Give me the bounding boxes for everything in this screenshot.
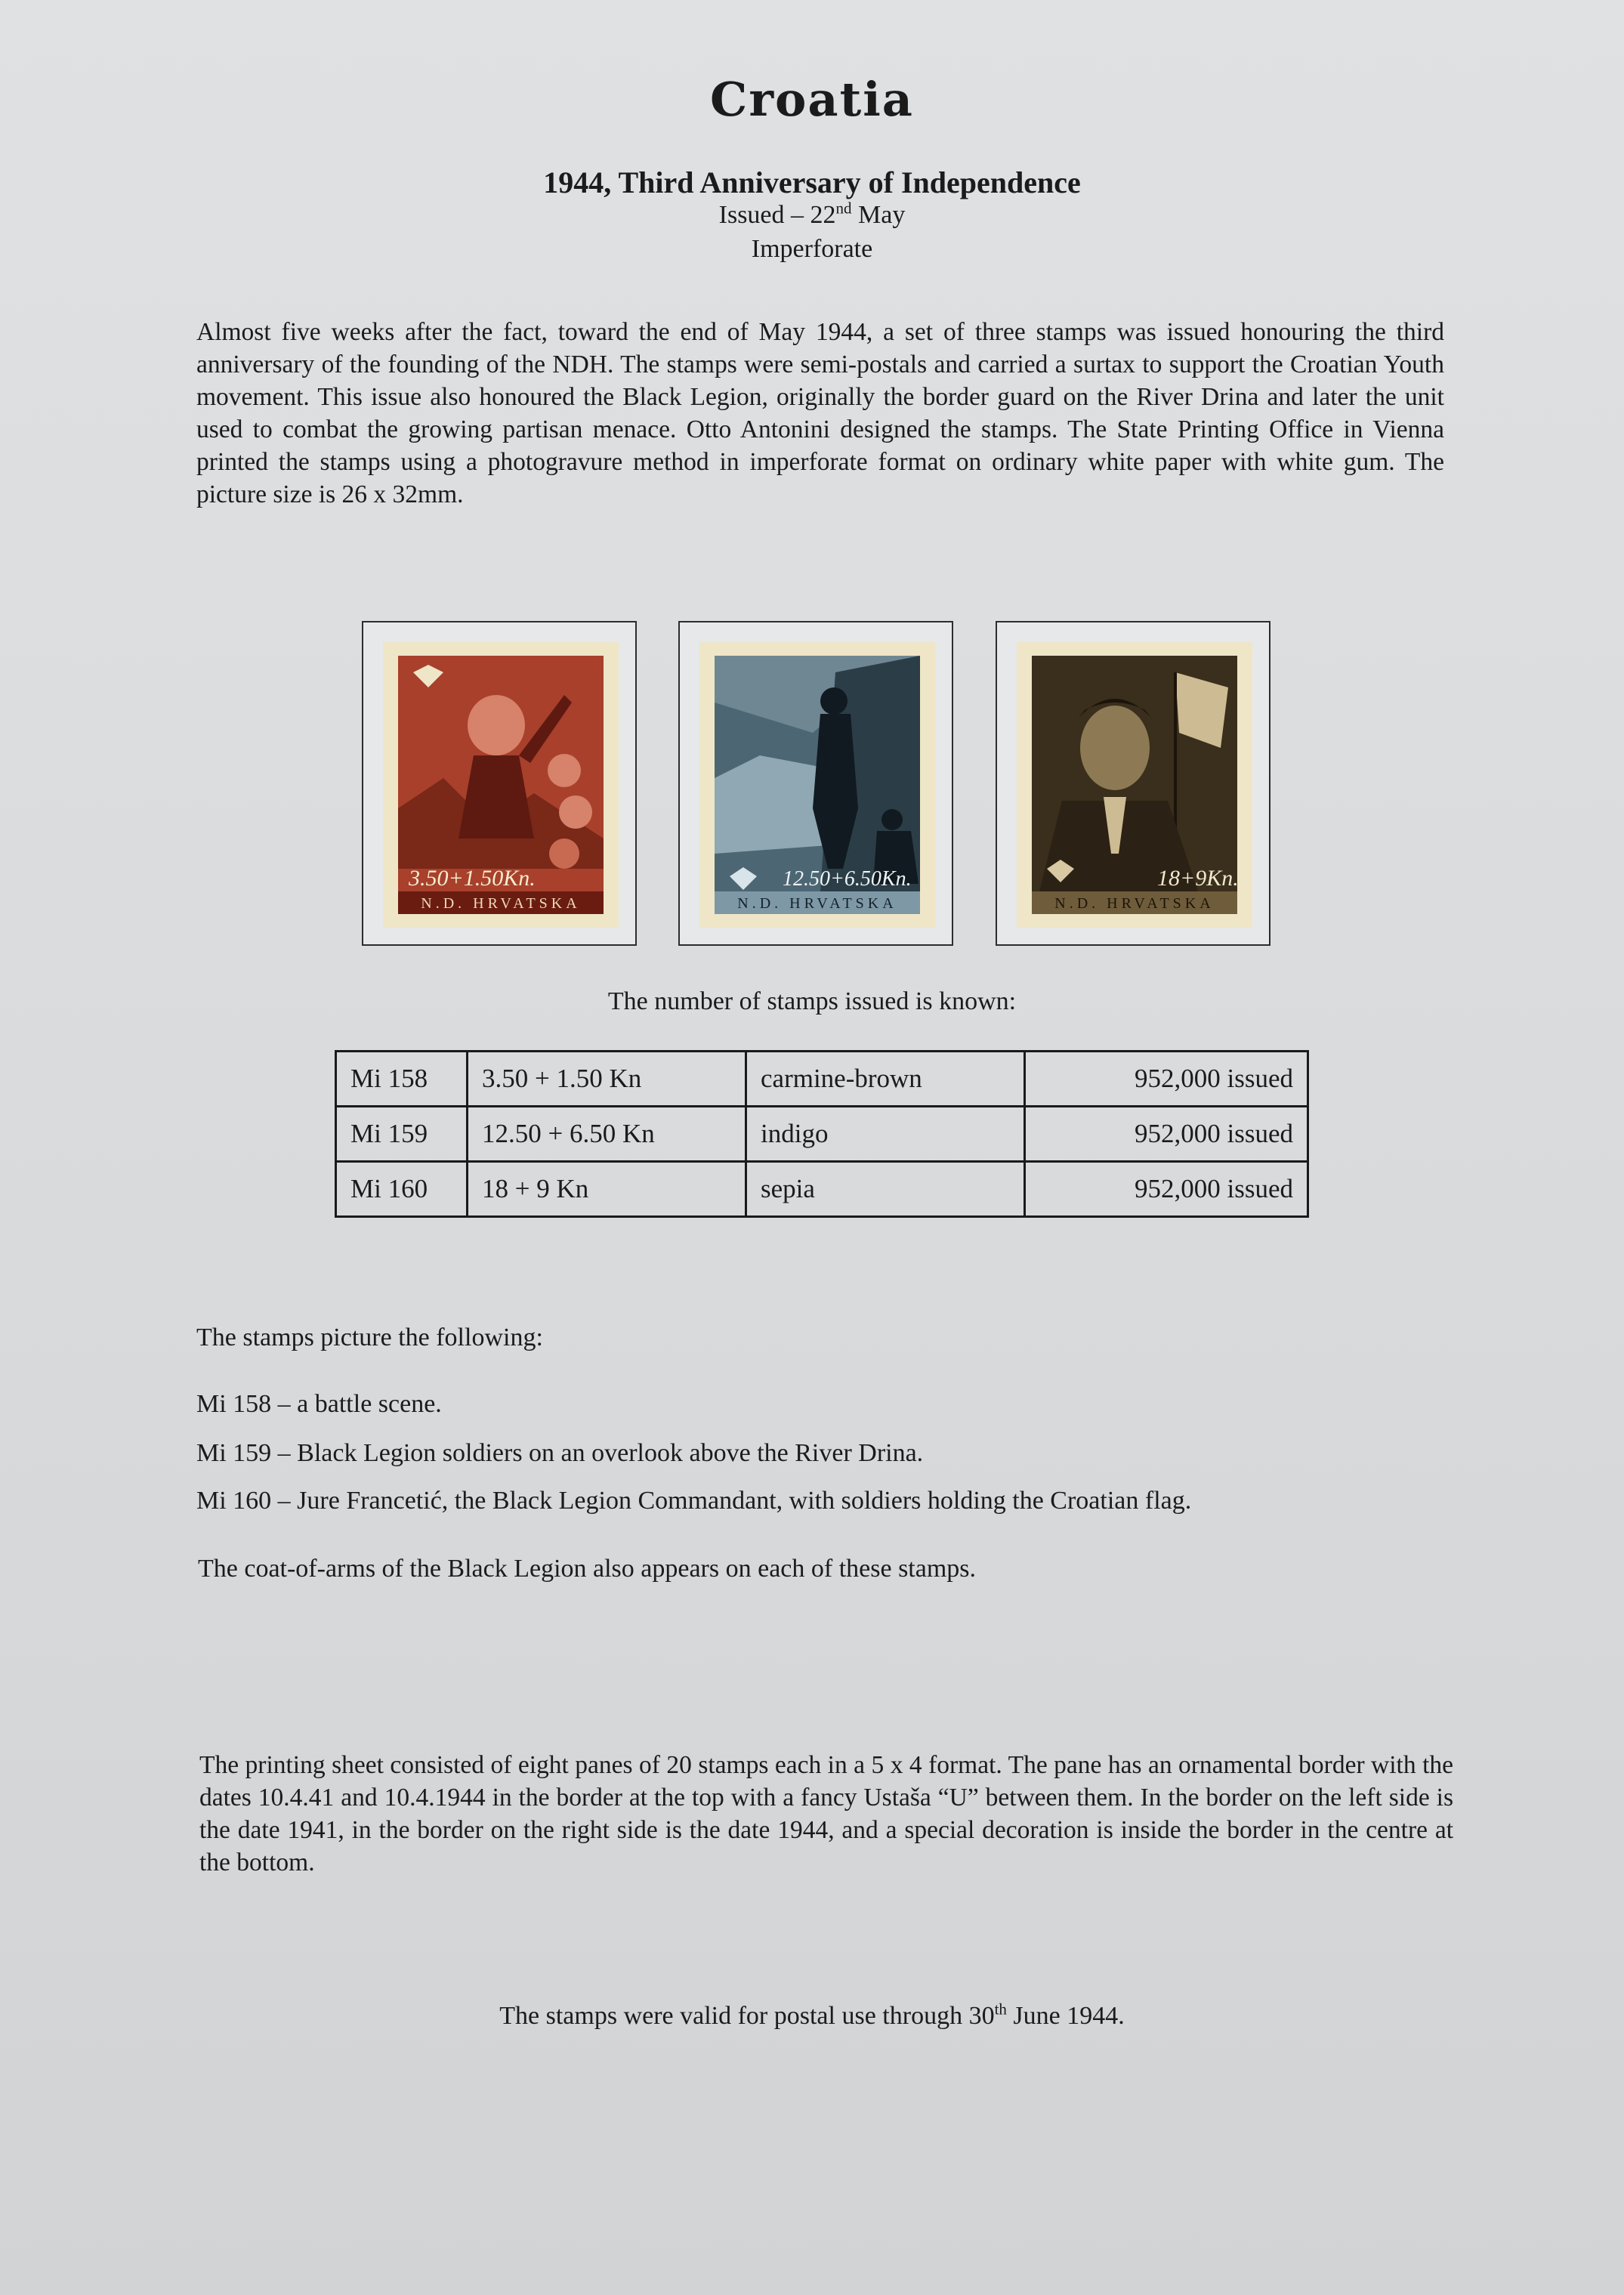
printing-sheet-paragraph: The printing sheet consisted of eight panes of 20 stamps each in a 5 x 4 format. The pane has an ornamental border with the dates 10.4.41 and 10.4.1944 in the border at the top with a fancy Ustaša “U” between them. In the border on the left side is the date 1941, in the border on the right side is the date 1944, and a special decoration is inside the border in the centre at the bottom. (199, 1751, 1453, 1876)
stamp-mi158-image (383, 642, 619, 928)
stamp-value: 12.50+6.50Kn. (783, 867, 912, 891)
intro-paragraph: Almost five weeks after the fact, toward the end of May 1944, a set of three stamps was issued honouring the third anniversary of the founding of the NDH. The stamps were semi-postals and carried a surtax to support the Croatian Youth movement. This issue also honoured the Black Legion, originally the border guard on the River Drina and later the unit used to combat the growing partisan menace. Otto Antonini designed the stamps. The State Printing Office in Vienna printed the stamps using a photogravure method in imperforate format on ordinary white paper with white gum. The picture size is 26 x 32mm. (196, 318, 1444, 508)
stamp-country: N.D. HRVATSKA (737, 895, 897, 912)
validity-prefix: The stamps were valid for postal use through 30 (499, 2002, 995, 2030)
description-mi160: Mi 160 – Jure Francetić, the Black Legion Commandant, with soldiers holding the Croatian flag. (196, 1487, 1192, 1515)
stamp-value: 3.50+1.50Kn. (409, 866, 536, 891)
issue-count-intro: The number of stamps issued is known: (607, 987, 1017, 1015)
stamp-mi159-image (699, 642, 935, 928)
issue-date-prefix: Issued – 22 (718, 201, 836, 229)
table-row (336, 1162, 1308, 1217)
stamp-color: carmine-brown (746, 1052, 1025, 1107)
description-mi158: Mi 158 – a battle scene. (196, 1390, 442, 1418)
issued-quantity: 952,000 issued (1025, 1052, 1308, 1107)
table-row (336, 1107, 1308, 1162)
issue-quantity-table (335, 1050, 1309, 1218)
issue-date-month: May (851, 201, 906, 229)
validity-ordinal: th (994, 2000, 1007, 2019)
validity-note (0, 2002, 1624, 2031)
pictures-heading: The stamps picture the following: (196, 1324, 543, 1351)
issued-quantity: 952,000 issued (1025, 1162, 1308, 1217)
face-value: 3.50 + 1.50 Kn (468, 1052, 746, 1107)
table-row (336, 1052, 1308, 1107)
issue-subtitle: 1944, Third Anniversary of Independence (543, 165, 1081, 199)
mi-number: Mi 158 (336, 1052, 468, 1107)
stamp-value: 18+9Kn. (1157, 866, 1239, 891)
description-mi159: Mi 159 – Black Legion soldiers on an overlook above the River Drina. (196, 1439, 924, 1467)
stamp-mi160-image (1017, 642, 1252, 928)
perforation-note: Imperforate (751, 235, 873, 263)
mi-number: Mi 159 (336, 1107, 468, 1162)
mi-number: Mi 160 (336, 1162, 468, 1217)
validity-suffix: June 1944. (1006, 2002, 1125, 2030)
stamp-color: indigo (746, 1107, 1025, 1162)
face-value: 18 + 9 Kn (468, 1162, 746, 1217)
stamp-country: N.D. HRVATSKA (1054, 895, 1215, 912)
coat-of-arms-note: The coat-of-arms of the Black Legion also appears on each of these stamps. (198, 1555, 977, 1583)
stamp-mount-mi159 (678, 621, 953, 946)
issue-date-ordinal: nd (835, 199, 852, 218)
stamp-country: N.D. HRVATSKA (421, 895, 581, 912)
page-title: Croatia (710, 72, 914, 127)
issue-date (0, 201, 1624, 230)
stamp-mount-mi158 (362, 621, 637, 946)
stamp-mount-mi160 (996, 621, 1270, 946)
stamp-color: sepia (746, 1162, 1025, 1217)
issued-quantity: 952,000 issued (1025, 1107, 1308, 1162)
face-value: 12.50 + 6.50 Kn (468, 1107, 746, 1162)
